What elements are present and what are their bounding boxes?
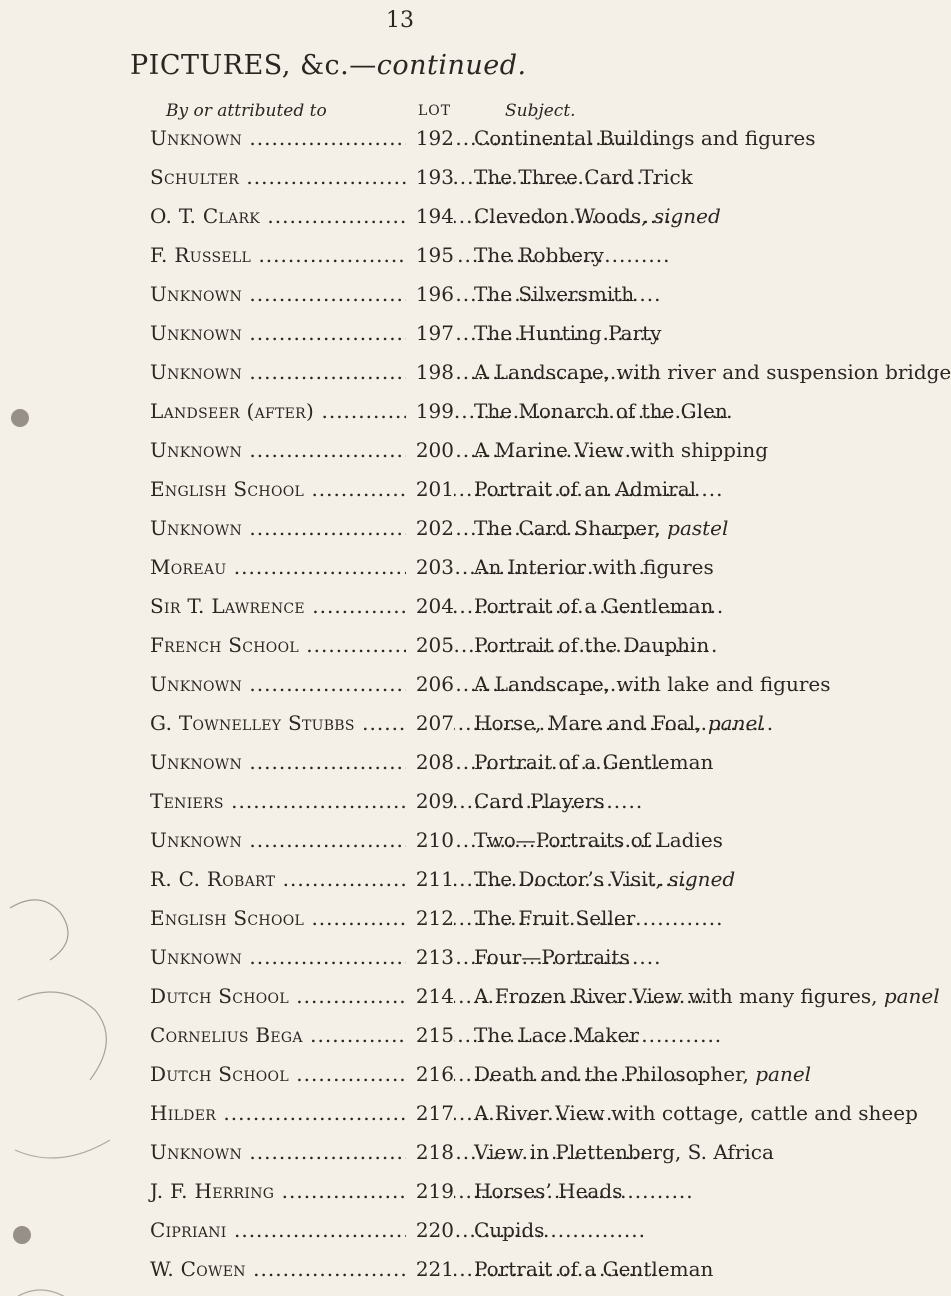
artist-name: Teniers .....	[150, 789, 470, 813]
lot-row	[150, 984, 940, 1023]
lot-number: 201	[406, 477, 454, 501]
artist-name: Hilder .....	[150, 1101, 470, 1125]
subject-text	[474, 594, 944, 618]
subject-text	[474, 1023, 944, 1047]
artist-name: Unknown .....	[150, 672, 470, 696]
subject-text	[474, 399, 944, 423]
subject-title: Portrait of a Gentleman	[474, 594, 714, 618]
subject-title: Cupids	[474, 1218, 545, 1242]
subject-text	[474, 126, 944, 150]
subject-title: Portrait of a Gentleman	[474, 1257, 714, 1281]
lot-number: 197	[406, 321, 454, 345]
artist-name: O. T. Clark .....	[150, 204, 470, 228]
lot-row	[150, 477, 790, 516]
subject-title: Portrait of a Gentleman	[474, 750, 714, 774]
subject-text	[474, 906, 944, 930]
ink-dot	[13, 1226, 31, 1244]
subject-title: Continental Buildings and figures	[474, 126, 816, 150]
subject-text	[474, 750, 944, 774]
subject-title: Horse, Mare and Foal,	[474, 711, 702, 735]
subject-title: Clevedon Woods,	[474, 204, 648, 228]
artist-name: English School .....	[150, 477, 470, 501]
artist-name: Unknown .....	[150, 438, 470, 462]
subject-title: A River View with cottage, cattle and sheep	[474, 1101, 918, 1125]
heading-continued: continued.	[376, 50, 527, 81]
artist-name: Unknown .....	[150, 360, 470, 384]
subject-text	[474, 555, 944, 579]
subject-note: panel	[883, 984, 940, 1008]
lot-number: 217	[406, 1101, 454, 1125]
pencil-stroke	[12, 1290, 70, 1296]
subject-title: The Three Card Trick	[474, 165, 693, 189]
subject-title: The Hunting Party	[474, 321, 662, 345]
artist-name: Unknown .....	[150, 282, 470, 306]
lot-number: 220	[406, 1218, 454, 1242]
subject-text	[474, 165, 944, 189]
artist-name: English School .....	[150, 906, 470, 930]
artist-name: Landseer (after) .....	[150, 399, 470, 423]
artist-name: F. Russell .....	[150, 243, 470, 267]
lot-number: 199	[406, 399, 454, 423]
subject-text	[474, 672, 944, 696]
artist-name: Unknown .....	[150, 321, 470, 345]
margin-pencil-marks	[0, 0, 160, 1288]
lot-row	[150, 906, 790, 945]
subject-title: A Landscape, with river and suspension bridge	[474, 360, 951, 384]
pencil-stroke	[15, 1140, 110, 1158]
subject-title: A Marine View with shipping	[474, 438, 769, 462]
artist-column-header: By or attributed to	[166, 101, 327, 121]
subject-text	[474, 828, 944, 852]
lot-row	[150, 828, 790, 867]
subject-title: Horses’ Heads	[474, 1179, 623, 1203]
artist-name: Unknown .....	[150, 516, 470, 540]
lot-row	[150, 126, 816, 165]
subject-text	[474, 1101, 944, 1125]
artist-name: Moreau .....	[150, 555, 470, 579]
lot-row	[150, 672, 831, 711]
subject-title: Portrait of an Admiral	[474, 477, 697, 501]
subject-text	[474, 438, 944, 462]
lot-number: 206	[406, 672, 454, 696]
subject-note: signed	[653, 204, 721, 228]
lot-row	[150, 867, 790, 906]
subject-note: panel	[755, 1062, 812, 1086]
lot-number: 196	[406, 282, 454, 306]
lot-number: 192	[406, 126, 454, 150]
artist-name: J. F. Herring .....	[150, 1179, 470, 1203]
lot-column-header: LOT	[418, 103, 452, 119]
lot-number: 200	[406, 438, 454, 462]
lot-row	[150, 1140, 790, 1179]
page-heading	[130, 50, 770, 81]
ink-dot	[11, 409, 29, 427]
subject-title: The Lace Maker	[474, 1023, 639, 1047]
subject-note: pastel	[667, 516, 729, 540]
subject-text	[474, 789, 944, 813]
lot-row	[150, 1062, 812, 1101]
subject-text	[474, 243, 944, 267]
lot-number: 203	[406, 555, 454, 579]
lot-row	[150, 594, 790, 633]
lot-row	[150, 204, 790, 243]
lot-number: 210	[406, 828, 454, 852]
lot-row	[150, 789, 790, 828]
lot-number: 218	[406, 1140, 454, 1164]
subject-title: A Frozen River View with many figures,	[474, 984, 878, 1008]
lot-row	[150, 438, 790, 477]
lot-row	[150, 516, 790, 555]
artist-name: Unknown .....	[150, 750, 470, 774]
subject-title: Two—Portraits of Ladies	[474, 828, 723, 852]
artist-name: R. C. Robart .....	[150, 867, 470, 891]
lot-row	[150, 1218, 790, 1257]
lot-row	[150, 633, 790, 672]
subject-text	[474, 282, 944, 306]
subject-title: Card Players	[474, 789, 605, 813]
lot-number: 193	[406, 165, 454, 189]
subject-title: Four—Portraits	[474, 945, 630, 969]
artist-name: Sir T. Lawrence .....	[150, 594, 470, 618]
subject-text	[474, 1179, 944, 1203]
subject-column-header: Subject.	[505, 101, 576, 121]
lot-number: 211	[406, 867, 454, 891]
subject-text	[474, 711, 944, 735]
subject-title: The Silversmith	[474, 282, 635, 306]
lot-row	[150, 750, 790, 789]
artist-name: W. Cowen .....	[150, 1257, 470, 1281]
lot-row	[150, 711, 790, 750]
pencil-stroke	[10, 900, 68, 960]
subject-text	[474, 204, 944, 228]
artist-name: Cipriani .....	[150, 1218, 470, 1242]
artist-name: Unknown .....	[150, 126, 470, 150]
page-number: 13	[386, 8, 414, 33]
subject-text	[474, 516, 944, 540]
subject-note: panel	[707, 711, 764, 735]
artist-name: Dutch School .....	[150, 1062, 470, 1086]
pencil-stroke	[18, 992, 106, 1080]
lot-number: 204	[406, 594, 454, 618]
subject-title: Portrait of the Dauphin	[474, 633, 710, 657]
subject-text	[474, 1062, 944, 1086]
subject-title: The Fruit Seller	[474, 906, 636, 930]
subject-note: signed	[668, 867, 736, 891]
subject-text	[474, 633, 944, 657]
lot-number: 214	[406, 984, 454, 1008]
subject-title: Death and the Philosopher,	[474, 1062, 749, 1086]
lot-row	[150, 945, 790, 984]
lot-row	[150, 1023, 790, 1062]
lot-number: 198	[406, 360, 454, 384]
lot-row	[150, 321, 790, 360]
subject-title: An Interior with figures	[474, 555, 714, 579]
lot-number: 212	[406, 906, 454, 930]
lot-row	[150, 1179, 790, 1218]
subject-title: View in Plettenberg, S. Africa	[474, 1140, 774, 1164]
subject-title: The Robbery	[474, 243, 604, 267]
subject-text	[474, 984, 944, 1008]
lot-row	[150, 1257, 790, 1296]
lot-row	[150, 165, 790, 204]
subject-text	[474, 1257, 944, 1281]
heading-main: PICTURES, &c.—	[130, 50, 377, 81]
subject-title: A Landscape, with lake and figures	[474, 672, 831, 696]
artist-name: Unknown .....	[150, 945, 470, 969]
subject-text	[474, 1218, 944, 1242]
lot-number: 208	[406, 750, 454, 774]
artist-name: G. Townelley Stubbs .....	[150, 711, 470, 735]
lot-number: 213	[406, 945, 454, 969]
lot-number: 216	[406, 1062, 454, 1086]
artist-name: French School .....	[150, 633, 470, 657]
subject-text	[474, 477, 944, 501]
lot-number: 221	[406, 1257, 454, 1281]
artist-name: Unknown .....	[150, 1140, 470, 1164]
subject-title: The Monarch of the Glen	[474, 399, 728, 423]
subject-text	[474, 1140, 944, 1164]
lot-number: 209	[406, 789, 454, 813]
subject-text	[474, 321, 944, 345]
lot-number: 194	[406, 204, 454, 228]
lot-row	[150, 1101, 918, 1140]
subject-text	[474, 945, 944, 969]
artist-name: Unknown .....	[150, 828, 470, 852]
lot-row	[150, 282, 790, 321]
lot-row	[150, 399, 790, 438]
lot-list	[150, 126, 951, 1296]
lot-number: 202	[406, 516, 454, 540]
lot-number: 207	[406, 711, 454, 735]
subject-text	[474, 360, 951, 384]
lot-number: 205	[406, 633, 454, 657]
subject-text	[474, 867, 944, 891]
lot-row	[150, 360, 951, 399]
lot-number: 195	[406, 243, 454, 267]
lot-number: 219	[406, 1179, 454, 1203]
subject-title: The Doctor’s Visit,	[474, 867, 662, 891]
artist-name: Schulter .....	[150, 165, 470, 189]
artist-name: Dutch School .....	[150, 984, 470, 1008]
lot-row	[150, 555, 790, 594]
lot-row	[150, 243, 790, 282]
artist-name: Cornelius Bega .....	[150, 1023, 470, 1047]
lot-number: 215	[406, 1023, 454, 1047]
subject-title: The Card Sharper,	[474, 516, 661, 540]
